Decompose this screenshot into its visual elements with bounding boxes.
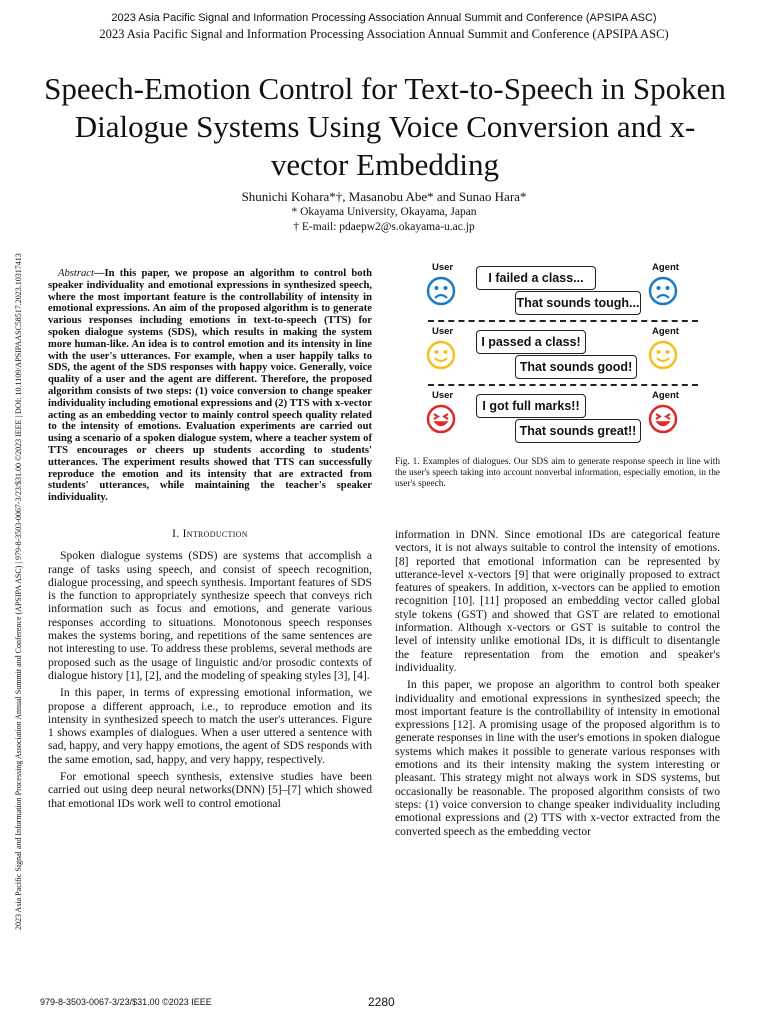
author-email: † E-mail: pdaepw2@s.okayama-u.ac.jp	[293, 221, 475, 233]
section-heading: I. Introduction	[172, 527, 248, 540]
abstract-label: Abstract	[58, 268, 94, 279]
page-number: 2280	[368, 995, 395, 1009]
user-label: User	[432, 326, 454, 337]
agent-speech-bubble: That sounds tough...	[515, 291, 641, 315]
left-column	[48, 268, 372, 814]
dialogue-row-sad	[420, 258, 700, 320]
very-happy-face-icon	[648, 404, 678, 434]
user-label: User	[432, 262, 454, 273]
abstract	[48, 268, 372, 504]
body-paragraph: In this paper, in terms of expressing emotional information, we propose a different approach, i.e., to reproduce emotion and its intensity in synthesized speech to match the user's utterances. Figure 1 shows examples of dialogues. When a user uttered a sentence with sad, happy, and very happy emotions, the agent of SDS responds with the same emotion, sad, happy, and very happy, respectively.	[48, 686, 372, 766]
user-speech-bubble: I got full marks!!	[476, 394, 586, 418]
user-speech-bubble: I passed a class!	[476, 330, 586, 354]
sad-face-icon	[648, 276, 678, 306]
side-metadata-text: 2023 Asia Pacific Signal and Information Processing Association Annual Summit and Conference (APSIPA ASC) | 979-8-3503-0067-3/23/$31.00 ©2023 IEEE | DOI: 10.1109/APSIPAASC58517.2023.10317413	[14, 253, 23, 930]
very-happy-face-icon	[426, 404, 456, 434]
conference-header-line-2: 2023 Asia Pacific Signal and Information Processing Association Annual Summit and Conference (APSIPA ASC)	[99, 27, 669, 41]
affiliation: * Okayama University, Okayama, Japan	[291, 206, 477, 218]
right-column	[395, 528, 720, 842]
dialogue-row-happy	[420, 322, 700, 384]
body-paragraph: For emotional speech synthesis, extensive studies have been carried out using deep neural networks(DNN) [5]–[7] which showed that emotional IDs work well to control emotional	[48, 769, 372, 810]
agent-label: Agent	[652, 326, 679, 337]
dialogue-figure	[420, 258, 720, 448]
abstract-text: —In this paper, we propose an algorithm to control both speaker individuality and emotional expressions in synthesized speech, where the most important feature is the controllability of intensity in emotional expressions. An aim of the proposed algorithm is to generate various responses including emotions in text-to-speech (TTS) for spoken dialogue systems (SDS), which results in making the system more human-like. An idea is to control emotion and its intensity in line with the user's utterances. For example, when a user happily talks to SDS, the agent of the SDS responses with happy voice. Generally, voice quality of a user and the agent are different. Therefore, the proposed algorithm consists of two steps: (1) voice conversion to change speaker individuality including emotional expressions and (2) TTS with x-vector acting as an embedding vector to mainly control speech quality related to the intensity of emotions. Evaluation experiments are carried out using a scenario of a spoken dialogue system, where a teacher system of TTS encourages or cheers up students according to students' utterances. The experiment results showed that TTS can successfully reproduce the emotion and its intensity that are extracted from students' utterances, while maintaining the teacher's speaker individuality.	[48, 268, 372, 504]
dialogue-row-very-happy	[420, 386, 700, 448]
body-paragraph: In this paper, we propose an algorithm to control both speaker individuality and emotional expressions in synthesized speech; the most important feature is the controllability of intensity in emotional expressions [12]. A promising usage of the proposed algorithm is to generate responses in line with the user's emotions in spoken dialogue systems which makes it possible to generate various responses with emotions and its their intensity making the system interesting or pleasant. This strategy might not always work in SDS systems, but occasionally be reasonable. The proposed algorithm consists of two steps: (1) voice conversion to change speaker individuality including emotional expressions and (2) TTS with x-vector extracted from the converted speech as the embedding vector	[395, 678, 720, 838]
agent-label: Agent	[652, 262, 679, 273]
agent-speech-bubble: That sounds good!	[515, 355, 637, 379]
paper-title: Speech-Emotion Control for Text-to-Speech in Spoken Dialogue Systems Using Voice Conversion and x-vector Embedding	[44, 71, 726, 182]
agent-label: Agent	[652, 390, 679, 401]
conference-header-line-1: 2023 Asia Pacific Signal and Information Processing Association Annual Summit and Conference (APSIPA ASC)	[111, 12, 657, 24]
user-label: User	[432, 390, 454, 401]
happy-face-icon	[648, 340, 678, 370]
happy-face-icon	[426, 340, 456, 370]
body-paragraph: Spoken dialogue systems (SDS) are systems that accomplish a range of tasks using speech, and consist of speech recognition, dialogue processing, and speech synthesis. Important features of SDS is the function to appropriately synthesize speech that conveys rich information such as focus and emotions, and generate various responses according to situations. Monotonous speech responses makes the systems boring, and repetitions of the same sentences are not interesting to use. To address these problems, several methods are proposed such as the usage of linguistic and/or prosodic contexts of dialogue history [1], [2], and the modeling of speaking styles [3], [4].	[48, 549, 372, 682]
user-speech-bubble: I failed a class...	[476, 266, 596, 290]
footer-isbn: 979-8-3503-0067-3/23/$31.00 ©2023 IEEE	[40, 997, 212, 1007]
author-list: Shunichi Kohara*†, Masanobu Abe* and Sunao Hara*	[241, 189, 527, 204]
figure-caption: Fig. 1. Examples of dialogues. Our SDS aim to generate response speech in line with the user's speech taking into account nonverbal information, especially emotion, in the user's speech.	[395, 457, 720, 489]
sad-face-icon	[426, 276, 456, 306]
agent-speech-bubble: That sounds great!!	[515, 419, 641, 443]
body-paragraph: information in DNN. Since emotional IDs are categorical feature vectors, it is not always suitable to control the intensity of emotions. [8] reported that emotional information can be represented by utterance-level x-vectors [9] that were originally proposed to extract features of speakers. In addition, x-vectors can be applied to emotion recognition [10]. [11] proposed an embedding vector called global style tokens (GST) and showed that GST are related to emotional information. Although x-vectors or GST is suitable to control the level of intensity unlike emotional IDs, it is difficult to disentangle the feature representation from the emotion and speaker's individuality.	[395, 528, 720, 674]
